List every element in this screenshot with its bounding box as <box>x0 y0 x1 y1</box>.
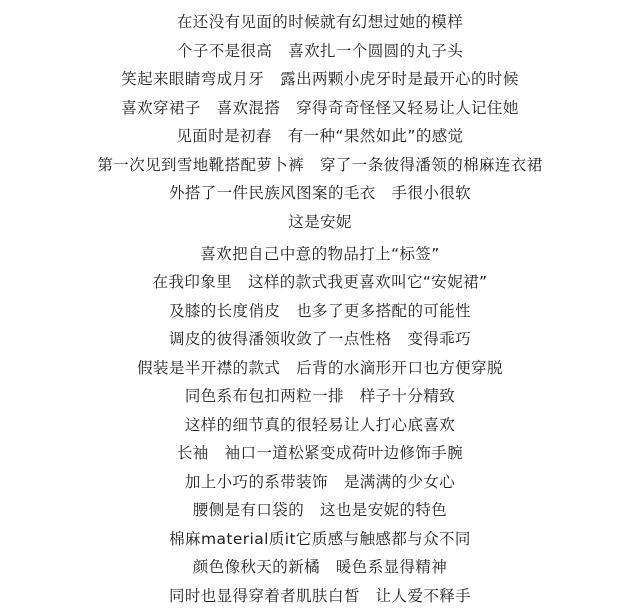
text-line: 调皮的彼得潘领收敛了一点性格 变得乖巧 <box>168 330 472 348</box>
text-line: 及膝的长度俏皮 也多了更多搭配的可能性 <box>168 301 472 320</box>
text-line: 笑起来眼睛弯成月牙 露出两颗小虎牙时是最开心的时候 <box>121 70 519 88</box>
text-line: 在我印象里 这样的款式我更喜欢叫它“安妮裙” <box>152 273 488 291</box>
text-line: 外搭了一件民族风图案的毛衣 手很小很软 <box>168 184 472 202</box>
text-line: 同色系布包扣两粒一排 样子十分精致 <box>184 387 456 405</box>
text-line: 见面时是初春 有一种“果然如此”的感觉 <box>176 127 464 145</box>
text-line: 腰侧是有口袋的 这也是安妮的特色 <box>192 501 448 519</box>
text-block-intro <box>0 8 640 236</box>
text-line: 这是安妮 <box>288 212 352 231</box>
text-line: 第一次见到雪地靴搭配萝卜裤 穿了一条彼得潘领的棉麻连衣裙 <box>97 155 543 174</box>
text-line: 长袖 袖口一道松紧变成荷叶边修饰手腕 <box>176 444 464 462</box>
text-line: 加上小巧的系带装饰 是满满的少女心 <box>184 472 456 491</box>
text-line: 这样的细节真的很轻易让人打心底喜欢 <box>184 415 456 434</box>
text-line: 同时也显得穿着者肌肤白皙 让人爱不释手 <box>168 586 472 605</box>
text-line: 在还没有见面的时候就有幻想过她的模样 <box>176 13 464 31</box>
text-block-description <box>0 240 640 610</box>
text-line: 个子不是很高 喜欢扎一个圆圆的丸子头 <box>176 41 464 60</box>
text-line: 假装是半开襟的款式 后背的水滴形开口也方便穿脱 <box>137 358 503 377</box>
text-line: 喜欢穿裙子 喜欢混搭 穿得奇奇怪怪又轻易让人记住她 <box>121 98 519 117</box>
text-line: 喜欢把自己中意的物品打上“标签” <box>200 244 440 263</box>
text-line: 棉麻material质it它质感与触感都与众不同 <box>169 529 471 548</box>
text-line: 颜色像秋天的新橘 暖色系显得精神 <box>192 558 448 576</box>
